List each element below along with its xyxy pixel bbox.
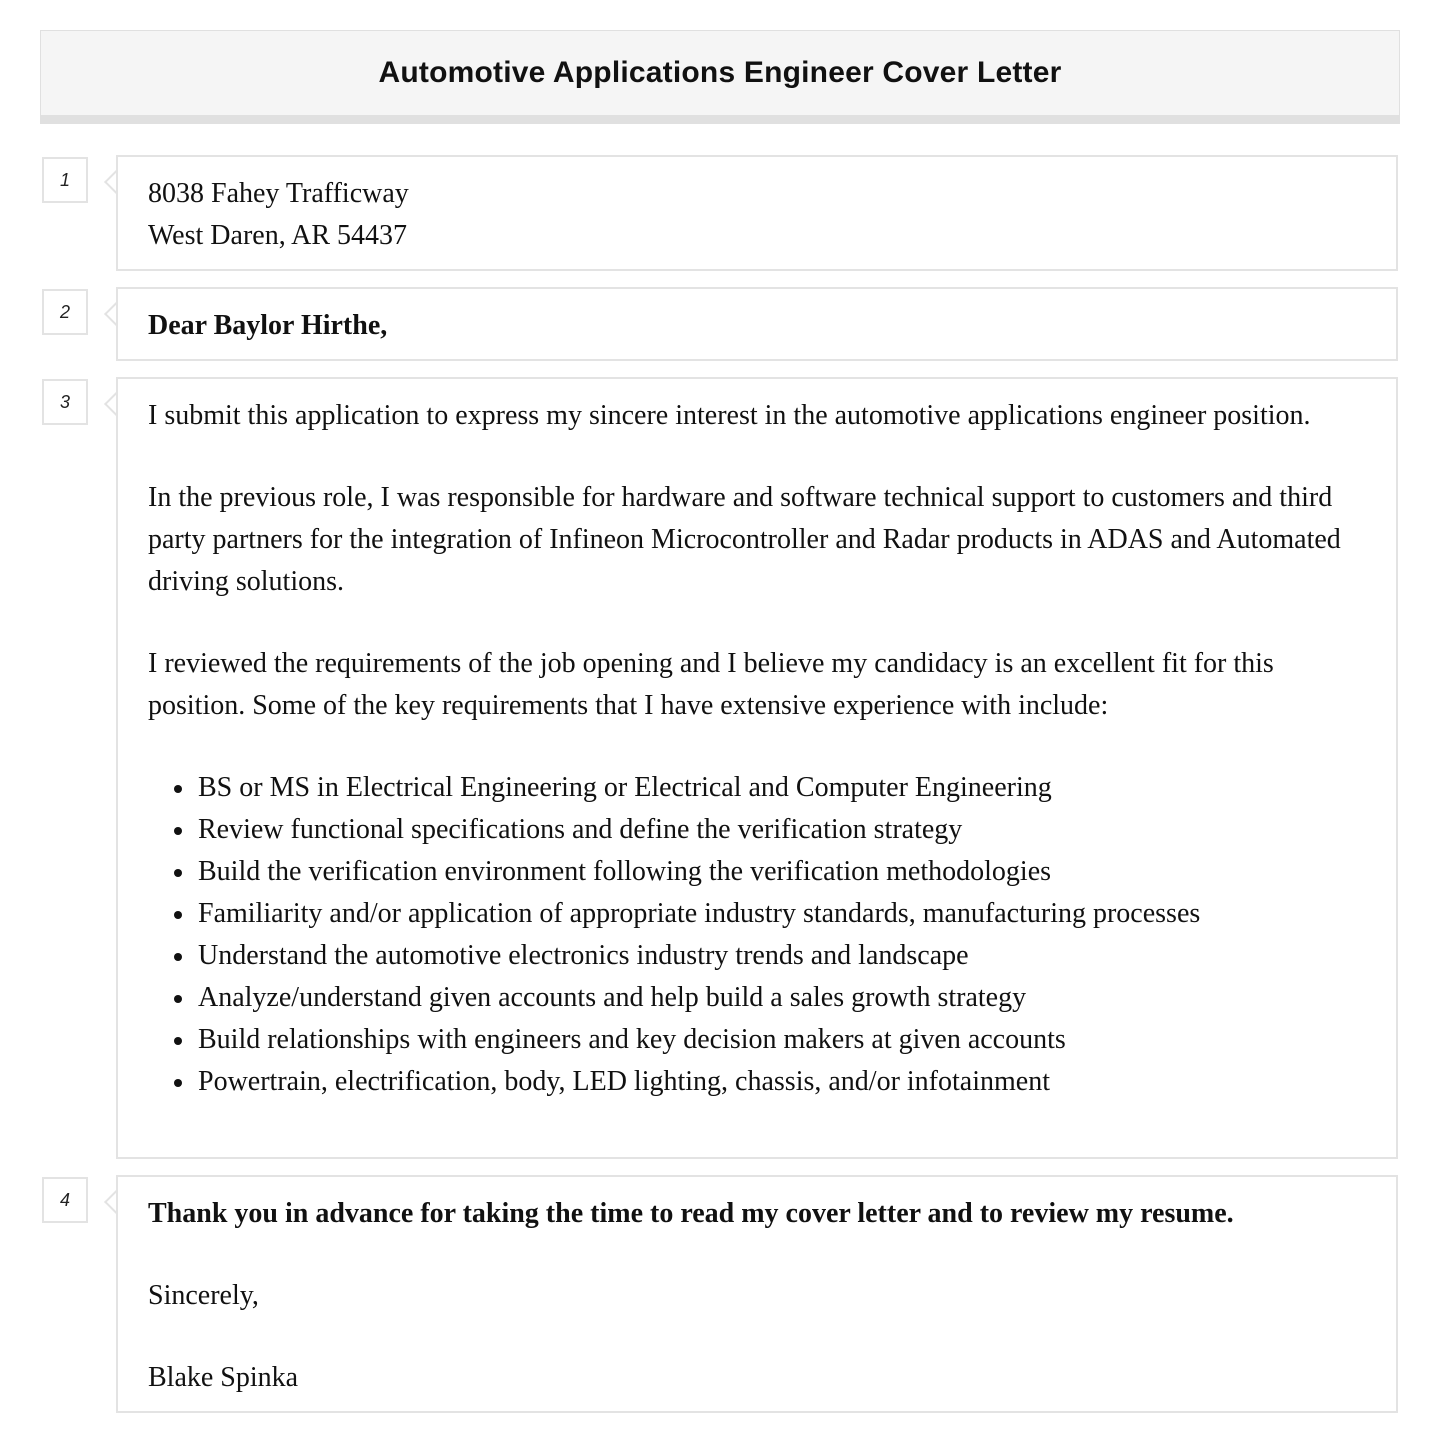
body-paragraph: In the previous role, I was responsible for hardware and software technical support to customers and third party partners for the integration of Infineon Microcontroller and Radar products in ADAS and Automated driving solutions. — [148, 482, 1341, 597]
address-street: 8038 Fahey Trafficway — [148, 178, 409, 209]
list-item: Familiarity and/or application of appropriate industry standards, manufacturing processes — [198, 893, 1366, 935]
list-item: Build the verification environment following the verification methodologies — [198, 851, 1366, 893]
title-bar — [40, 30, 1400, 124]
list-item: Build relationships with engineers and key decision makers at given accounts — [198, 1019, 1366, 1061]
section-number-1: 1 — [42, 157, 88, 203]
list-item: Powertrain, electrification, body, LED lighting, chassis, and/or infotainment — [198, 1061, 1366, 1103]
address-city: West Daren, AR 54437 — [148, 220, 408, 251]
list-item: Understand the automotive electronics industry trends and landscape — [198, 935, 1366, 977]
closing-section — [116, 1175, 1398, 1413]
section-number-2: 2 — [42, 289, 88, 335]
closing-statement: Thank you in advance for taking the time to read my cover letter and to review my resume. — [148, 1198, 1234, 1229]
body-paragraph: I submit this application to express my sincere interest in the automotive applications engineer position. — [148, 400, 1311, 431]
greeting: Dear Baylor Hirthe, — [148, 310, 388, 341]
list-item: Review functional specifications and define the verification strategy — [198, 809, 1366, 851]
signature: Blake Spinka — [148, 1362, 299, 1393]
body-paragraph: I reviewed the requirements of the job opening and I believe my candidacy is an excellent fit for this position. Some of the key requirements that I have extensive experience with include: — [148, 648, 1274, 721]
address-section — [116, 155, 1398, 271]
list-item: BS or MS in Electrical Engineering or Electrical and Computer Engineering — [198, 767, 1366, 809]
signoff: Sincerely, — [148, 1280, 259, 1311]
section-number-4: 4 — [42, 1177, 88, 1223]
requirements-list — [148, 767, 1366, 1103]
body-section — [116, 377, 1398, 1159]
page-title: Automotive Applications Engineer Cover Letter — [378, 56, 1062, 89]
list-item: Analyze/understand given accounts and help build a sales growth strategy — [198, 977, 1366, 1019]
greeting-section — [116, 287, 1398, 361]
section-number-3: 3 — [42, 379, 88, 425]
